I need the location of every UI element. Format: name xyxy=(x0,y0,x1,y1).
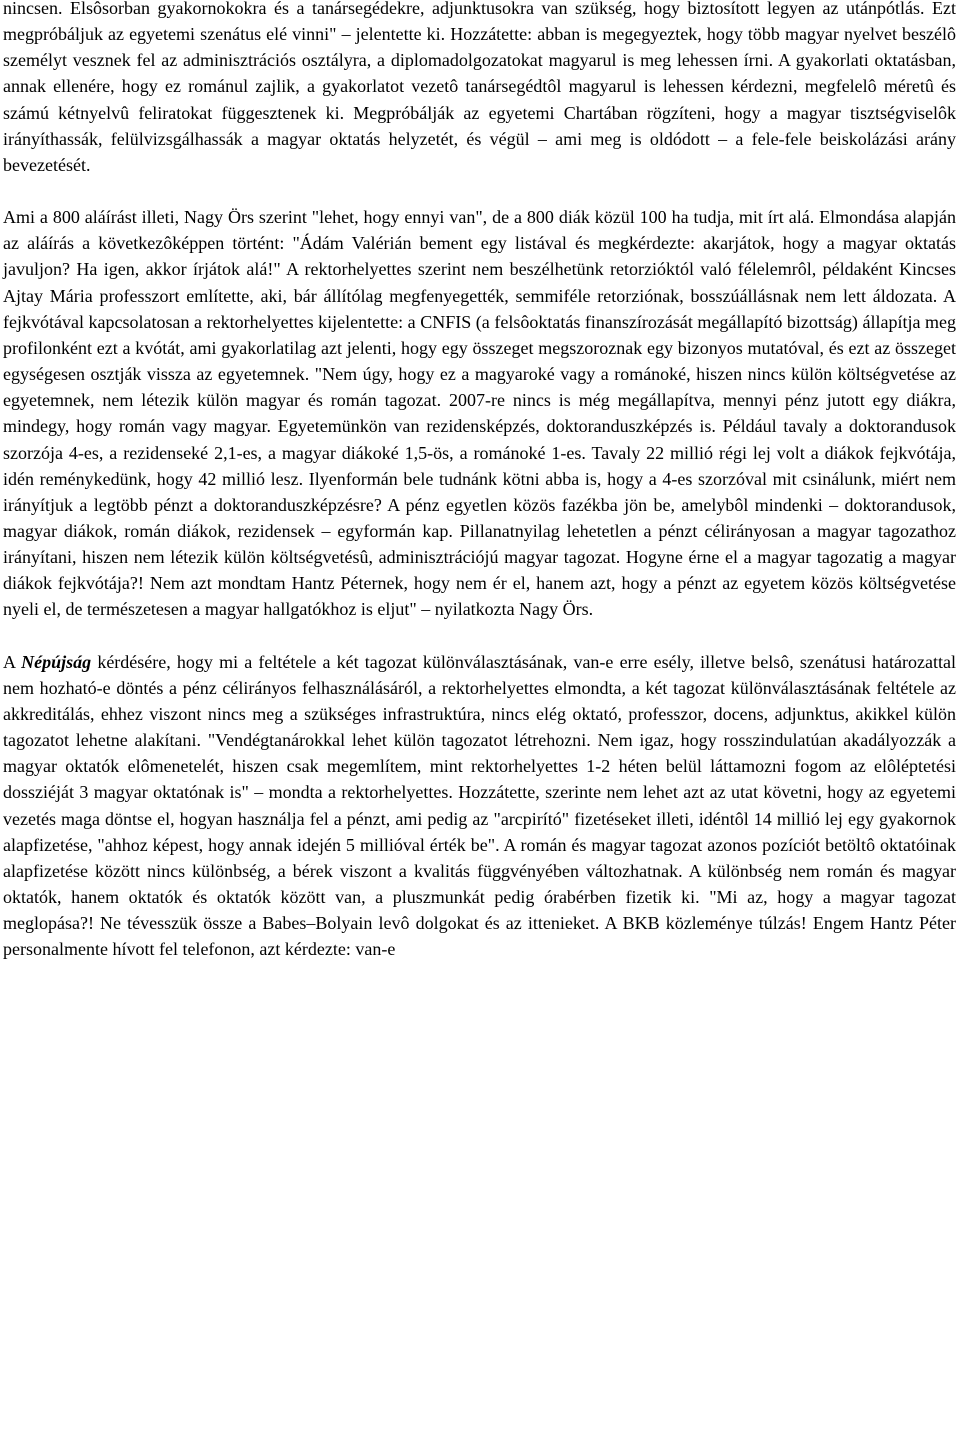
paragraph-lead: A xyxy=(3,651,22,672)
paragraph: Ami a 800 aláírást illeti, Nagy Örs szerint "lehet, hogy ennyi van", de a 800 diák közül 100 ha tudja, mit írt alá. Elmondása alapján az aláírás a következôképpen történt: "Ádám Valérián bement egy listával és megkérdezte: akarjátok, hogy a magyar oktatás javuljon? Ha igen, akkor írjátok alá!" A rektorhelyettes szerint nem beszélhetünk retorzióktól való félelemrôl, példaként Kincses Ajtay Mária professzort említette, aki, bár állítólag megfenyegették, semmiféle retorziónak, bosszúállásnak nem lett áldozata. A fejkvótával kapcsolatosan a rektorhelyettes kijelentette: a CNFIS (a felsôoktatás finanszírozását megállapító bizottság) állapítja meg profilonként ezt a kvótát, ami gyakorlatilag azt jelenti, hogy egy összeget megszoroznak egy bizonyos mutatóval, és ezt az összeget egységesen osztják vissza az egyetemnek. "Nem úgy, hogy ez a magyaroké vagy a románoké, hiszen nincs külön költségvetése az egyetemnek, nem létezik külön magyar és román tagozat. 2007-re nincs is még megállapítva, mennyi pénz jutott egy diákra, mindegy, hogy román vagy magyar. Egyetemünkön van rezidensképzés, doktoranduszképzés is. Például tavaly a doktorandusok szorzója 4-es, a rezidenseké 2,1-es, a magyar diákoké 1,5-ös, a románoké 1-es. Tavaly 22 millió régi lej volt a diákok fejkvótája, idén reménykedünk, hogy 42 millió lesz. Ilyenformán bele tudnánk kötni abba is, hogy a 4-es szorzóval mit csinálunk, miért nem irányítjuk a legtöbb pénzt a doktoranduszképzésre? A pénz egyetlen közös fazékba jön be, amelybôl mindenki – doktorandusok, magyar diákok, román diákok, rezidensek – egyformán kap. Pillanatnyilag lehetetlen a pénzt célirányosan a magyar tagozathoz irányítani, hiszen nem létezik külön költségvetésû, adminisztrációjú magyar tagozat. Hogyne érne el a magyar tagozatig a magyar diákok fejkvótája?! Nem azt mondtam Hantz Péternek, hogy nem ér el, hanem azt, hogy a pénzt az egyetem közös költségvetése nyeli el, de természetesen a magyar hallgatókhoz is eljut" – nyilatkozta Nagy Örs. xyxy=(3,207,956,620)
paragraph xyxy=(3,649,956,963)
paragraph: nincsen. Elsôsorban gyakornokokra és a tanársegédekre, adjunktusokra van szükség, hogy biztosított legyen az utánpótlás. Ezt megpróbáljuk az egyetemi szenátus elé vinni" – jelentette ki. Hozzátette: abban is megegyeztek, hogy több magyar nyelvet beszélô személyt vesznek fel az adminisztrációs osztályra, a diplomadolgozatokat magyarul is meg lehessen írni. A gyakorlati oktatásban, annak ellenére, hogy ez románul zajlik, a gyakorlatot vezetô tanársegédtôl magyarul is lehessen kérdezni, megfelelô méretû és számú kétnyelvû feliratokat függesztenek ki. Megpróbálják az egyetemi Chartában rögzíteni, hogy a magyar tisztségviselôk irányíthassák, felülvizsgálhassák a magyar oktatás helyzetét, és végül – ami meg is oldódott – a fele-fele beiskolázási arány bevezetését. xyxy=(3,0,956,175)
paragraph-body: kérdésére, hogy mi a feltétele a két tagozat különválasztásának, van-e erre esély, illetve belsô, szenátusi határozattal nem hozható-e döntés a pénz célirányos felhasználásáról, a rektorhelyettes elmondta, a két tagozat különválasztásának feltétele az akkreditálás, ehhez viszont nincs meg a szükséges infrastruktúra, nincs elég oktató, professzor, docens, adjunktus, akikkel külön tagozatot lehetne alakítani. "Vendégtanárokkal lehet külön tagozatot létrehozni. Nem igaz, hogy rosszindulatúan akadályozzák a magyar oktatók elômenetelét, hiszen csak megemlítem, mint rektorhelyettes 1-2 héten belül láttamozni fogom az elôléptetési dossziéját 3 magyar oktatónak is" – mondta a rektorhelyettes. Hozzátette, szerinte nem lehet azt az utat követni, hogy az egyetemi vezetés maga döntse el, hogyan használja fel a pénzt, ami pedig az "arcpirító" fizetéseket illeti, idéntôl 14 millió lej egy gyakornok alapfizetése, "ahhoz képest, hogy annak idején 5 millióval érték be". A román és magyar tagozat azonos pozíciót betöltô oktatóinak alapfizetése között nincs különbség, a bérek viszont a kvalitás függvényében változhatnak. A különbség nem román és magyar oktatók, hanem oktatók és oktatók között van, a pluszmunkát pedig órabérben fizetik ki. "Mi az, hogy a magyar tagozat meglopása?! Ne tévesszük össze a Babes–Bolyain levô dolgokat és az ittenieket. A BKB közleménye túlzás! Engem Hantz Péter personalmente hívott fel telefonon, azt kérdezte: van-e xyxy=(3,651,956,960)
newspaper-name: Népújság xyxy=(21,651,92,672)
